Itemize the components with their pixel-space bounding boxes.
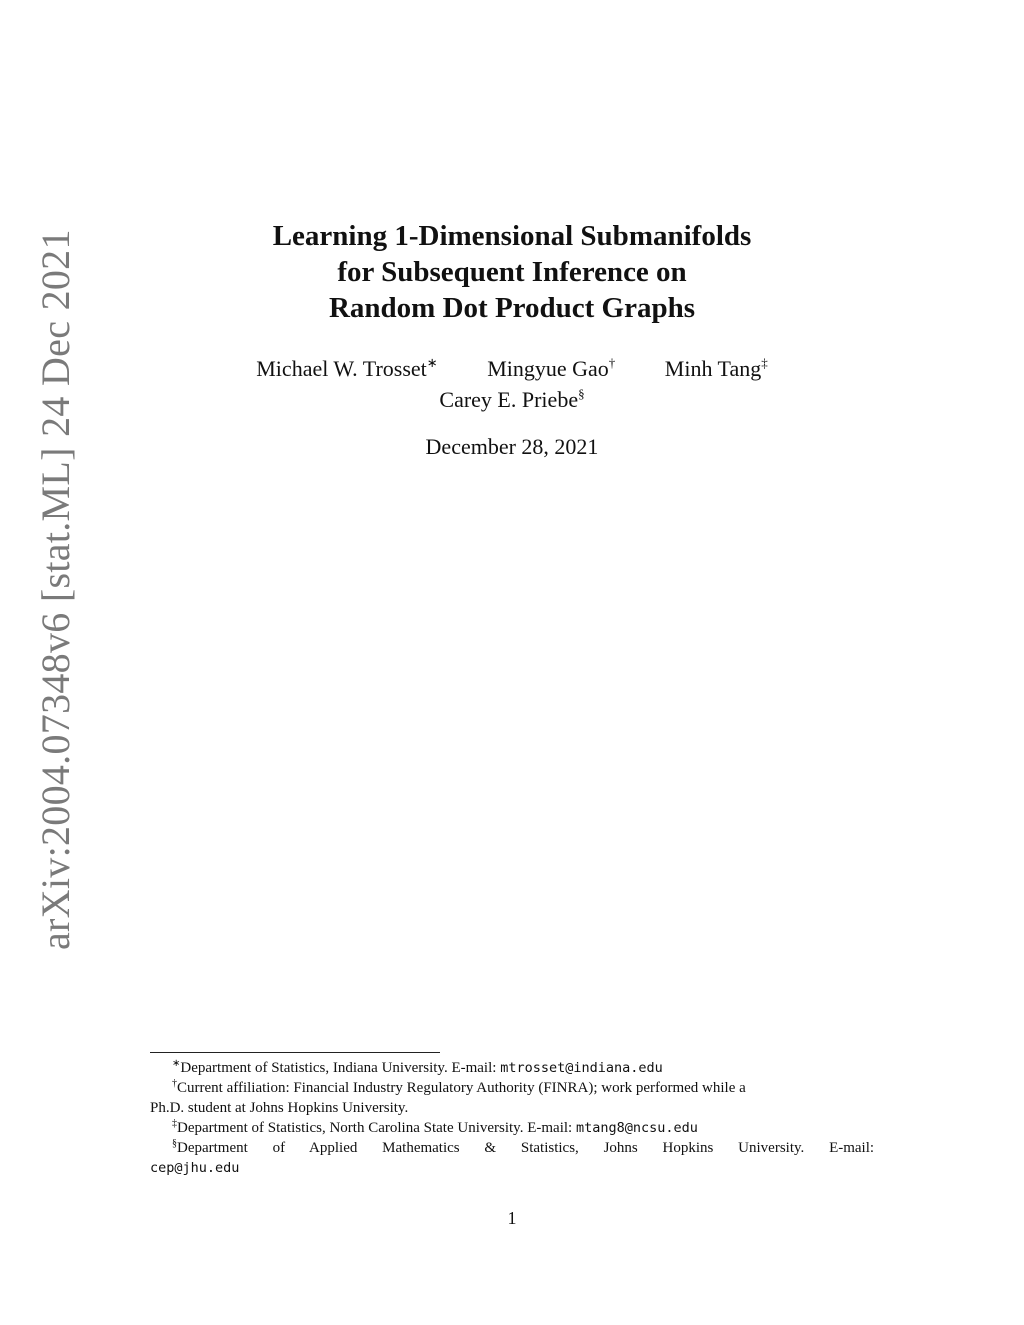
footnotes bbox=[150, 1058, 874, 1178]
footnote-word: Applied bbox=[309, 1140, 358, 1156]
authors-line-2 bbox=[150, 387, 874, 413]
footnote-word: & bbox=[484, 1140, 497, 1156]
author-priebe bbox=[439, 387, 584, 412]
footnote-1 bbox=[150, 1058, 874, 1078]
title-line-1: Learning 1-Dimensional Submanifolds bbox=[272, 220, 752, 252]
author-name: Carey E. Priebe bbox=[439, 387, 579, 412]
footnote-3 bbox=[150, 1118, 874, 1138]
footnote-text: Department of Statistics, Indiana University. E-mail: bbox=[180, 1060, 501, 1076]
email-link[interactable]: mtrosset@indiana.edu bbox=[500, 1060, 663, 1076]
title-line-3: Random Dot Product Graphs bbox=[328, 292, 696, 324]
author-tang bbox=[665, 356, 768, 381]
arxiv-stamp[interactable]: arXiv:2004.07348v6 [stat.ML] 24 Dec 2021 bbox=[33, 229, 78, 950]
title-line-2: for Subsequent Inference on bbox=[337, 256, 687, 288]
paper-date: December 28, 2021 bbox=[425, 434, 599, 459]
footnote-mark: ‡ bbox=[172, 1118, 177, 1129]
footnote-mark[interactable]: ∗ bbox=[426, 355, 438, 370]
author-gao bbox=[487, 356, 615, 381]
footnote-mark[interactable]: † bbox=[608, 355, 616, 370]
author-trosset bbox=[256, 356, 437, 381]
footnote-word: Hopkins bbox=[662, 1140, 714, 1156]
footnote-text: Department of Statistics, North Carolina State University. E-mail: bbox=[177, 1120, 576, 1136]
footnote-word: Mathematics bbox=[382, 1140, 460, 1156]
footnote-4 bbox=[150, 1138, 874, 1158]
footnote-word: Statistics, bbox=[520, 1140, 579, 1156]
footnote-2-continued bbox=[150, 1098, 874, 1118]
footnote-text: Ph.D. student at Johns Hopkins University. bbox=[150, 1100, 409, 1116]
footnote-mark[interactable]: ‡ bbox=[761, 355, 768, 370]
footnote-mark: § bbox=[172, 1138, 177, 1149]
footnote-mark: ∗ bbox=[172, 1058, 181, 1069]
footnote-word: University. bbox=[738, 1140, 805, 1156]
footnote-word: of bbox=[272, 1140, 286, 1156]
page-number: 1 bbox=[507, 1208, 517, 1228]
footnote-mark[interactable]: § bbox=[578, 386, 585, 401]
footnote-mark: † bbox=[172, 1078, 177, 1089]
footnote-word: Department bbox=[177, 1140, 248, 1156]
footnote-2 bbox=[150, 1078, 874, 1098]
author-name: Mingyue Gao bbox=[487, 356, 609, 381]
footnote-word: Johns bbox=[603, 1140, 638, 1156]
footnote-4-continued bbox=[150, 1158, 874, 1178]
email-link[interactable]: mtang8@ncsu.edu bbox=[575, 1120, 698, 1136]
footnote-divider bbox=[150, 1052, 440, 1053]
email-link[interactable]: cep@jhu.edu bbox=[150, 1160, 240, 1176]
footnote-text: Current affiliation: Financial Industry Regulatory Authority (FINRA); work performed while a bbox=[177, 1080, 746, 1096]
author-name: Minh Tang bbox=[664, 356, 762, 381]
author-name: Michael W. Trosset bbox=[256, 356, 427, 381]
footnote-word: E-mail: bbox=[829, 1140, 875, 1156]
paper-title bbox=[150, 218, 874, 326]
authors-line-1 bbox=[150, 356, 874, 382]
